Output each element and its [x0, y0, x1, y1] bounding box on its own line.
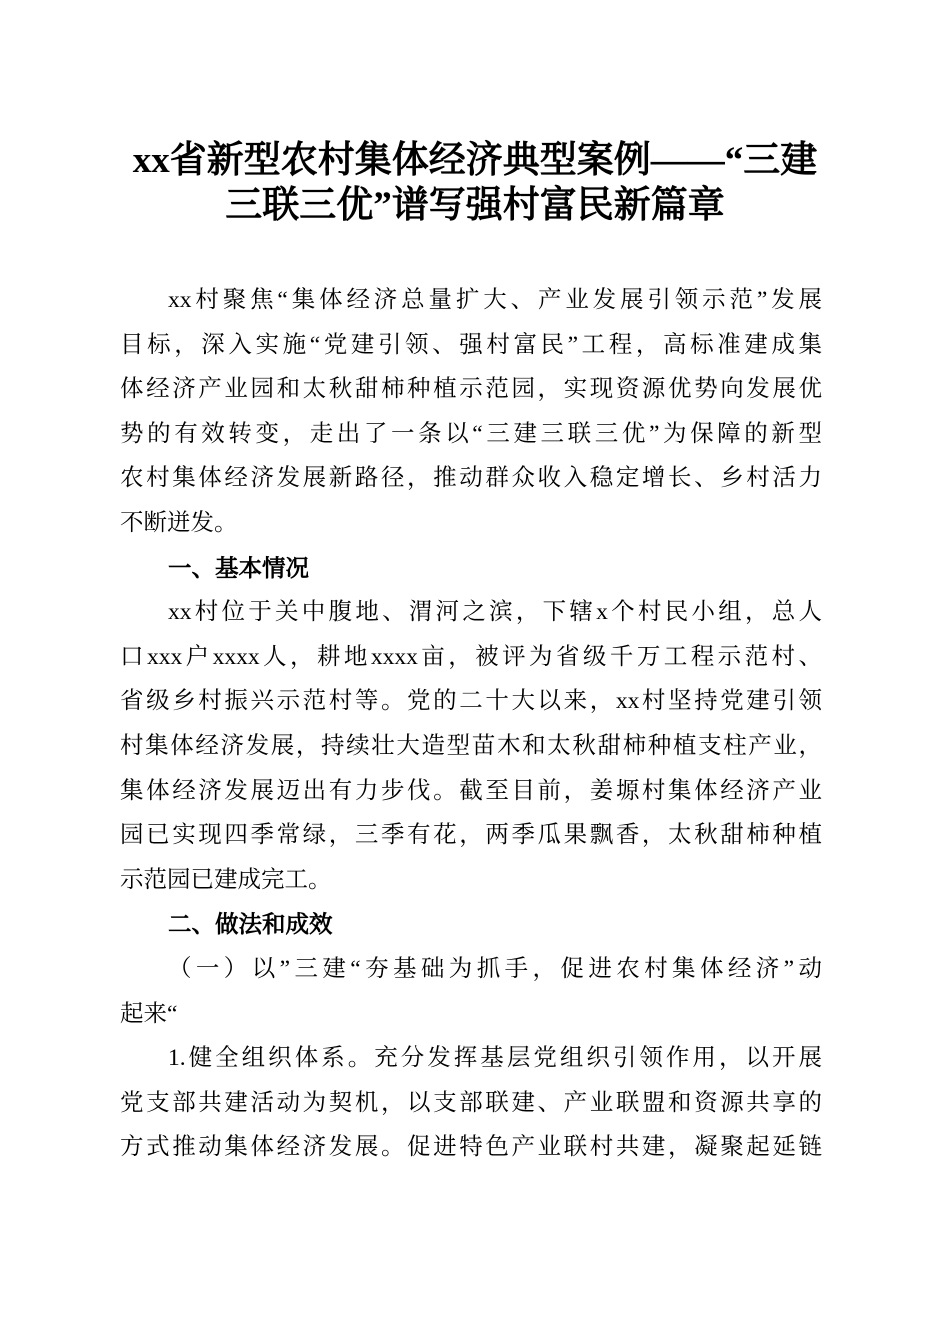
text-line: （一）以”三建“夯基础为抓手，促进农村集体经济”动 — [168, 955, 822, 982]
paragraph — [120, 278, 822, 546]
text-line: 起来“ — [120, 1000, 178, 1027]
title-line: 三联三优”谱写强村富民新篇章 — [225, 185, 725, 226]
text-line: xx村位于关中腹地、渭河之滨，下辖x个村民小组，总人 — [168, 599, 822, 626]
text-line: 势的有效转变，走出了一条以“三建三联三优”为保障的新型 — [120, 420, 822, 447]
text-line: 园已实现四季常绿，三季有花，两季瓜果飘香，太秋甜柿种植 — [120, 822, 822, 849]
text-line: 农村集体经济发展新路径，推动群众收入稳定增长、乡村活力 — [120, 465, 822, 492]
text-line: 二、做法和成效 — [168, 911, 333, 938]
title-line: xx省新型农村集体经济典型案例——“三建 — [132, 140, 818, 181]
paragraph — [120, 1036, 822, 1170]
paragraph — [120, 590, 822, 902]
text-line: 不断迸发。 — [120, 509, 238, 536]
text-line: 体经济产业园和太秋甜柿种植示范园，实现资源优势向发展优 — [120, 376, 822, 403]
section-heading — [120, 546, 822, 591]
section-heading — [120, 902, 822, 947]
text-line: xx村聚焦“集体经济总量扩大、产业发展引领示范”发展 — [168, 287, 822, 313]
text-line: 目标，深入实施“党建引领、强村富民”工程，高标准建成集 — [120, 331, 822, 358]
text-line: 一、基本情况 — [168, 554, 309, 581]
text-line: 省级乡村振兴示范村等。党的二十大以来，xx村坚持党建引领 — [120, 688, 822, 715]
paragraph — [120, 947, 822, 1036]
document-body — [120, 278, 822, 1170]
text-line: 口xxx户xxxx人，耕地xxxx亩，被评为省级千万工程示范村、 — [120, 643, 822, 670]
text-line: 村集体经济发展，持续壮大造型苗木和太秋甜柿种植支柱产业， — [120, 732, 822, 759]
text-line: 示范园已建成完工。 — [120, 866, 332, 893]
text-line: 党支部共建活动为契机，以支部联建、产业联盟和资源共享的 — [120, 1089, 822, 1116]
text-line: 集体经济发展迈出有力步伐。截至目前，姜塬村集体经济产业 — [120, 777, 822, 804]
text-line: 1.健全组织体系。充分发挥基层党组织引领作用，以开展 — [168, 1045, 822, 1072]
document-title — [0, 138, 950, 228]
text-line: 方式推动集体经济发展。促进特色产业联村共建，凝聚起延链 — [120, 1134, 822, 1161]
